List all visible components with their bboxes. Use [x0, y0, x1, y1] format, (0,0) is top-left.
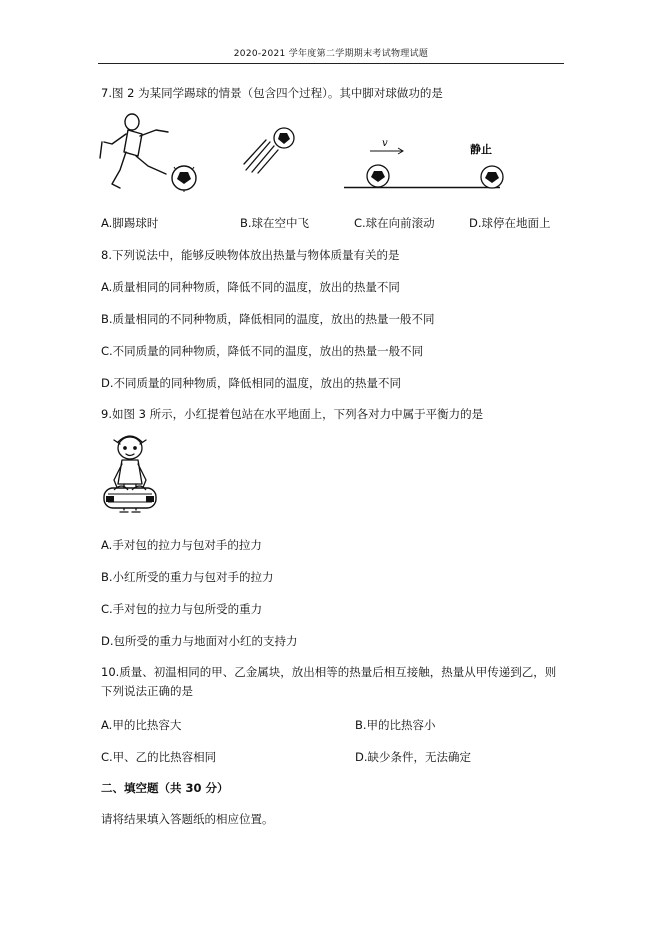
header-divider	[98, 63, 564, 64]
rolling-ball-figure	[344, 136, 416, 192]
q9-option-a: A.手对包的拉力与包对手的拉力	[101, 538, 262, 552]
page-header: 2020-2021 学年度第二学期期末考试物理试题	[233, 49, 429, 59]
static-label: 静止	[470, 143, 492, 156]
q9-option-b: B.小红所受的重力与包对手的拉力	[101, 570, 274, 584]
q10-option-b: B.甲的比热容小	[355, 718, 436, 732]
q7-option-a: A.脚踢球时	[101, 216, 159, 230]
section2-title: 二、填空题（共 30 分）	[101, 781, 229, 795]
q10-option-d: D.缺少条件，无法确定	[355, 750, 472, 764]
q7-stem: 7.图 2 为某同学踢球的情景（包含四个过程）。其中脚对球做功的是	[101, 86, 443, 100]
q8-option-a: A.质量相同的同种物质，降低不同的温度，放出的热量不同	[101, 280, 400, 294]
q9-stem: 9.如图 3 所示，小红提着包站在水平地面上，下列各对力中属于平衡力的是	[101, 407, 484, 421]
kicking-player-figure	[98, 112, 202, 194]
q10-stem-line1: 10.质量、初温相同的甲、乙金属块，放出相等的热量后相互接触，热量从甲传递到乙，则	[101, 665, 557, 679]
q7-option-d: D.球停在地面上	[469, 216, 551, 230]
resting-ball-figure	[416, 136, 508, 192]
q8-stem: 8.下列说法中，能够反映物体放出热量与物体质量有关的是	[101, 248, 400, 262]
girl-with-bag-figure	[100, 432, 160, 522]
q9-option-c: C.手对包的拉力与包所受的重力	[101, 602, 263, 616]
q8-option-b: B.质量相同的不同种物质，降低相同的温度，放出的热量一般不同	[101, 312, 435, 326]
q7-option-b: B.球在空中飞	[240, 216, 310, 230]
velocity-label: v	[382, 138, 388, 149]
flying-ball-figure	[240, 124, 300, 176]
q8-option-d: D.不同质量的同种物质，降低相同的温度，放出的热量不同	[101, 376, 402, 390]
q10-option-c: C.甲、乙的比热容相同	[101, 750, 217, 764]
section2-instruction: 请将结果填入答题纸的相应位置。	[101, 812, 274, 826]
q10-option-a: A.甲的比热容大	[101, 718, 182, 732]
q10-stem-line2: 下列说法正确的是	[101, 684, 193, 698]
q9-option-d: D.包所受的重力与地面对小红的支持力	[101, 634, 298, 648]
q7-option-c: C.球在向前滚动	[354, 216, 435, 230]
q8-option-c: C.不同质量的同种物质，降低不同的温度，放出的热量一般不同	[101, 344, 424, 358]
